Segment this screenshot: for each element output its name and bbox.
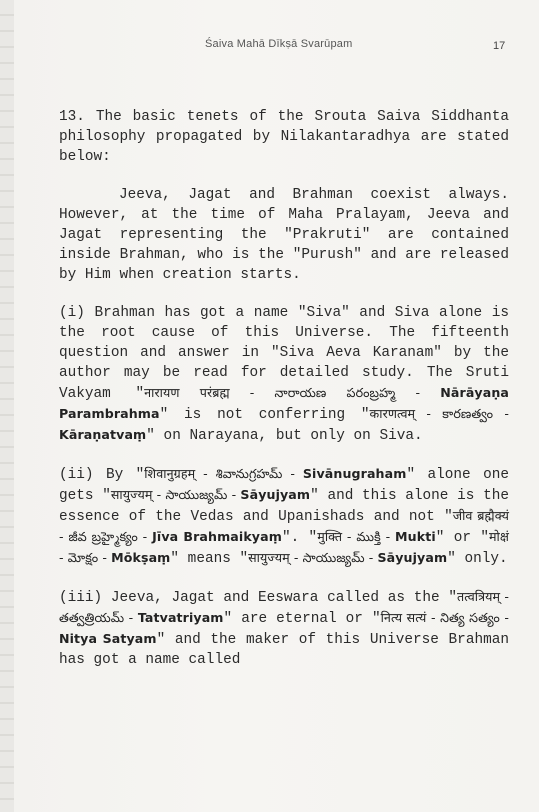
highlighted-term [111, 487, 310, 502]
running-head: Śaiva Mahā Dīkṣā Svarūpam [205, 38, 353, 50]
paragraph-13: 13. The basic tenets of the Srouta Saiva Siddhanta philosophy propagated by Nilakantaradhya are stated below: [59, 109, 509, 165]
term-scripts: जीव ब्रह्मैक्यं - జీవ బ్రహ్మైక్యం - [59, 508, 509, 544]
term-scripts: तत्वत्रियम् - తత్వత్రియమ్ - [59, 589, 509, 625]
term-scripts: नारायण परंब्रह्म - నారాయణ పరంబ్రహ్మ - [144, 385, 441, 400]
page-number: 17 [493, 40, 506, 52]
highlighted-term [144, 466, 406, 481]
text-run: " are eternal or " [223, 611, 381, 627]
term-transliteration: Mōkṣaṃ [111, 550, 171, 565]
text-run: " or " [435, 530, 489, 546]
term-scripts: मुक्ति - ముక్తి - [317, 529, 396, 544]
term-transliteration: Sāyujyam [377, 550, 448, 565]
text-run: " and this alone is the essence of the Vedas and Upanishads and not " [59, 488, 509, 525]
text-run: " on Narayana, but only on Siva. [146, 428, 423, 444]
text-run: (ii) By " [59, 467, 145, 483]
paragraph-i [59, 303, 509, 446]
paragraph-jeeva-jagat-brahman: Jeeva, Jagat and Brahman coexist always. However, at the time of Maha Pralayam, Jeeva and Jagat representing the "Prakruti" are contained inside Brahman, who is the "Purush" and are released by Him when creation starts. [59, 187, 509, 283]
term-scripts: नित्य सत्यं - నిత్య సత్యం - [380, 610, 509, 625]
term-transliteration: Sāyujyam [240, 487, 311, 502]
term-transliteration: Jīva Brahmaikyaṃ [152, 529, 282, 544]
text-run: " only. [447, 551, 508, 567]
page-body [59, 107, 509, 688]
paragraph-ii [59, 464, 509, 569]
highlighted-term [248, 550, 447, 565]
term-transliteration: Nārāyaṇa Parambrahma [59, 385, 510, 421]
term-transliteration: Sivānugraham [302, 466, 407, 481]
text-run: (iii) Jeeva, Jagat and Eeswara called as the " [59, 590, 457, 606]
term-scripts: सायुज्यम् - సాయుజ్యమ్ - [248, 550, 378, 565]
term-scripts: कारणत्वम् - కారణత్వం - [369, 406, 509, 421]
term-scripts: शिवानुग्रहम् - శివానుగ్రహమ్ - [144, 466, 303, 481]
term-transliteration: Tatvatriyam [137, 610, 224, 625]
text-run: " and the maker of this Universe Brahman has got a name called [59, 632, 509, 668]
text-run: (i) Brahman has got a name "Siva" and Siva alone is the root cause of this Universe. The fifteenth question and answer in "Siva Aeva Karanam" by the author may be read for detailed study. The Sruti Vakyam " [59, 305, 509, 402]
text-run: " means " [170, 551, 249, 567]
term-scripts: सायुज्यम् - సాయుజ్యమ్ - [110, 487, 241, 502]
book-spine-edge [0, 0, 15, 812]
text-run: ". " [281, 530, 318, 546]
text-run: " is not conferring " [159, 407, 370, 423]
text-run: " alone one gets " [59, 467, 509, 504]
term-transliteration: Nitya Satyam [59, 631, 157, 646]
term-transliteration: Mukti [395, 529, 436, 544]
paragraph-iii [59, 587, 509, 670]
term-transliteration: Kāraṇatvaṃ [59, 427, 147, 442]
highlighted-term [317, 529, 436, 544]
term-scripts: मोक्षं - మోక్షం - [59, 529, 509, 565]
